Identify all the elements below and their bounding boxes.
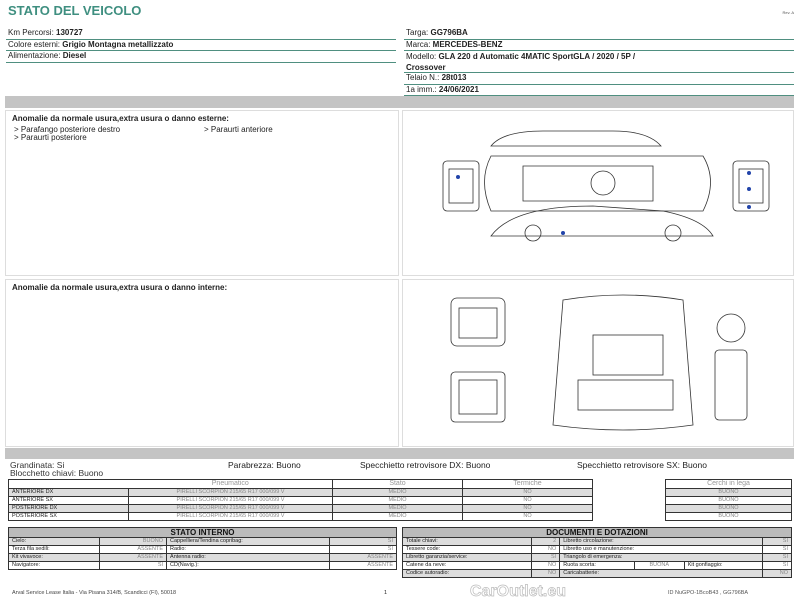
item-label: CD(Navig.):	[167, 562, 330, 570]
rim-row	[666, 497, 792, 505]
telaio-row	[404, 73, 794, 85]
item-value: NO	[531, 562, 560, 570]
tyre-winter: NO	[463, 513, 593, 521]
tyres-table	[8, 479, 593, 521]
item-label: Libretto garanzia/service:	[403, 554, 532, 562]
documenti-row	[403, 570, 792, 578]
item-value: SI	[330, 546, 397, 554]
rim-state: BUONO	[666, 489, 792, 497]
rims-table	[665, 479, 792, 521]
item-label: Kit gonfiaggio:	[684, 562, 763, 570]
item-value: ASSENTE	[100, 554, 167, 562]
color-label: Colore esterni:	[8, 39, 63, 49]
item-label: Tessere code:	[403, 546, 532, 554]
document-id: ID NuGPO-1BcoB43 , GG796BA	[668, 590, 749, 596]
modello-label: Modello:	[406, 52, 439, 61]
item-value: NO	[531, 570, 560, 578]
tyre-position: ANTERIORE SX	[9, 497, 129, 505]
exterior-diagram	[402, 110, 794, 276]
documenti-title: DOCUMENTI E DOTAZIONI	[403, 528, 792, 538]
rim-state: BUONO	[666, 497, 792, 505]
interno-row	[9, 562, 397, 570]
interior-diagram	[402, 279, 794, 447]
page-title: STATO DEL VEICOLO	[8, 3, 142, 18]
vehicle-info-left	[6, 28, 396, 63]
fuel-label: Alimentazione:	[8, 51, 63, 60]
rim-row	[666, 505, 792, 513]
grandinata-text: Grandinata: Si	[10, 460, 65, 470]
item-label: Caricabatterie:	[560, 570, 763, 578]
vehicle-info-right	[404, 28, 794, 96]
tyre-model: PIRELLI SCORPION 215/65 R17 000/099 V	[129, 489, 333, 497]
specchietto-dx-text: Specchietto retrovisore DX: Buono	[360, 460, 491, 470]
blocchetto-text: Blocchetto chiavi: Buono	[10, 468, 104, 478]
page-number: 1	[384, 590, 388, 596]
km-value: 130727	[56, 28, 83, 37]
km-label: Km Percorsi:	[8, 28, 57, 37]
marca-value: MERCEDES-BENZ	[432, 39, 503, 49]
item-value: SI	[763, 554, 792, 562]
item-label: Ruota scorta:	[560, 562, 635, 570]
damage-item-2: > Paraurti anteriore	[204, 125, 273, 134]
tyre-position: POSTERIORE SX	[9, 513, 129, 521]
documenti-row	[403, 546, 792, 554]
tyre-winter: NO	[463, 505, 593, 513]
item-value: ASSENTE	[330, 554, 397, 562]
item-value: SI	[763, 562, 792, 570]
tyre-state: MEDIO	[333, 497, 463, 505]
tyre-position: ANTERIORE DX	[9, 489, 129, 497]
tyre-winter: NO	[463, 497, 593, 505]
stato-interno-title: STATO INTERNO	[9, 528, 397, 538]
tyre-model: PIRELLI SCORPION 215/65 R17 000/099 V	[129, 497, 333, 505]
tyre-row	[9, 497, 593, 505]
marca-row	[404, 40, 794, 52]
damage-item-1: > Parafango posteriore destro	[14, 125, 121, 134]
damage-item-3: > Paraurti posteriore	[14, 133, 87, 142]
item-value: BUONA	[634, 562, 684, 570]
item-label: Totale chiavi:	[403, 538, 532, 546]
item-label: Radio:	[167, 546, 330, 554]
km-row	[6, 28, 396, 40]
rim-state: BUONO	[666, 505, 792, 513]
tyre-model: PIRELLI SCORPION 215/65 R17 000/099 V	[129, 513, 333, 521]
separator-bar-2	[5, 448, 794, 459]
tyre-row	[9, 513, 593, 521]
parabrezza-text: Parabrezza: Buono	[228, 460, 301, 470]
separator-bar	[5, 96, 794, 108]
car-exterior-icon	[403, 111, 795, 277]
item-label: Libretto uso e manutenzione:	[560, 546, 763, 554]
tyre-row	[9, 505, 593, 513]
hail-keys-info	[10, 461, 103, 477]
item-value: NO	[531, 546, 560, 554]
telaio-label: Telaio N.:	[406, 73, 442, 82]
specchietto-sx-text: Specchietto retrovisore SX: Buono	[577, 460, 707, 470]
item-value: SI	[100, 562, 167, 570]
interno-row	[9, 538, 397, 546]
item-label: Cappelliera/Tendina copribag:	[167, 538, 330, 546]
item-value: BUONO	[100, 538, 167, 546]
documenti-table	[402, 527, 792, 578]
documenti-row	[403, 554, 792, 562]
internal-damage-title: Anomalie da normale usura,extra usura o danno interne:	[12, 283, 228, 292]
item-label: Catene da neve:	[403, 562, 532, 570]
item-label: Antenna radio:	[167, 554, 330, 562]
item-label: Cielo:	[9, 538, 100, 546]
tyre-model: PIRELLI SCORPION 215/65 R17 000/099 V	[129, 505, 333, 513]
modello-value: GLA 220 d Automatic 4MATIC SportGLA / 2020 / 5P /	[438, 52, 636, 61]
external-damage-title: Anomalie da normale usura,extra usura o danno esterne:	[12, 114, 229, 123]
fuel-row	[6, 51, 396, 63]
external-damage-panel	[5, 110, 399, 276]
item-label: Codice autoradio:	[403, 570, 532, 578]
item-label: Navigatore:	[9, 562, 100, 570]
color-value: Grigio Montagna metallizzato	[62, 39, 174, 49]
item-value: SI	[763, 538, 792, 546]
item-label: Terza fila sedili:	[9, 546, 100, 554]
imm-row	[404, 85, 794, 97]
rim-state: BUONO	[666, 513, 792, 521]
targa-value: GG796BA	[430, 28, 468, 37]
tyre-position: POSTERIORE DX	[9, 505, 129, 513]
tyre-winter: NO	[463, 489, 593, 497]
interno-row	[9, 554, 397, 562]
item-value: 2	[531, 538, 560, 546]
item-value: SI	[531, 554, 560, 562]
targa-row	[404, 28, 794, 40]
internal-damage-panel	[5, 279, 399, 447]
targa-label: Targa:	[406, 28, 431, 37]
item-value: ASSENTE	[330, 562, 397, 570]
item-value: NO	[763, 570, 792, 578]
modello-row	[404, 51, 794, 73]
fuel-value: Diesel	[62, 51, 87, 60]
tyre-state: MEDIO	[333, 505, 463, 513]
header-cerchi: Cerchi in lega	[666, 480, 792, 489]
item-value: ASSENTE	[100, 546, 167, 554]
documenti-row	[403, 562, 792, 570]
header-pneumatico: Pneumatico	[129, 480, 333, 489]
item-label: Libretto circolazione:	[560, 538, 763, 546]
tyre-state: MEDIO	[333, 513, 463, 521]
header-termiche: Termiche	[463, 480, 593, 489]
modello-value-2: Crossover	[406, 63, 446, 72]
stato-interno-table	[8, 527, 397, 570]
revision-label: Rev. A	[782, 10, 794, 15]
footer-address: Arval Service Lease Italia - Via Pisana 314/B, Scandicci (FI), 50018	[12, 590, 177, 596]
imm-value: 24/06/2021	[438, 84, 479, 94]
documenti-row	[403, 538, 792, 546]
item-label: Triangolo di emergenza:	[560, 554, 763, 562]
interno-row	[9, 546, 397, 554]
marca-label: Marca:	[406, 39, 433, 49]
tyre-state: MEDIO	[333, 489, 463, 497]
telaio-value: 28t013	[441, 73, 467, 82]
watermark-logo: CarOutlet.eu	[470, 583, 567, 600]
rim-row	[666, 489, 792, 497]
header-stato: Stato	[333, 480, 463, 489]
item-label: Kit vivavoce:	[9, 554, 100, 562]
car-interior-icon	[403, 280, 795, 448]
item-value: SI	[763, 546, 792, 554]
rim-row	[666, 513, 792, 521]
color-row	[6, 40, 396, 52]
item-value: SI	[330, 538, 397, 546]
imm-label: 1a imm.:	[406, 84, 439, 94]
tyre-row	[9, 489, 593, 497]
